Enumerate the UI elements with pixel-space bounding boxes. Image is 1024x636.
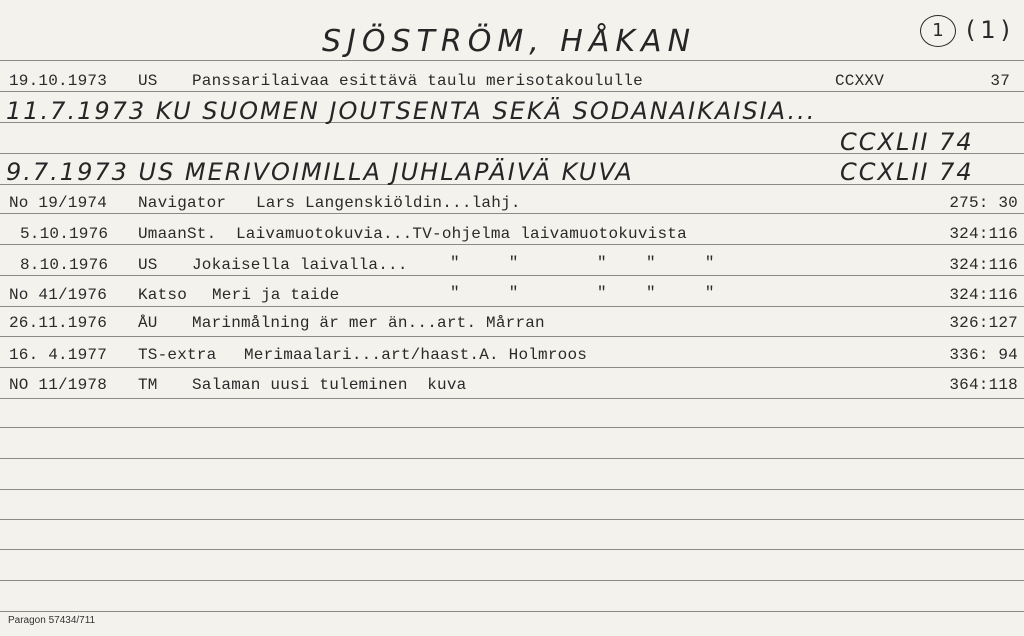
entry-title: Laivamuotokuvia...TV-ohjelma laivamuotokuvista bbox=[236, 225, 687, 243]
entry-page: 37 bbox=[990, 72, 1010, 90]
entry-source: Katso bbox=[138, 286, 188, 304]
card-print-mark: Paragon 57434/711 bbox=[8, 615, 96, 626]
entry-handwritten: 9.7.1973 US MERIVOIMILLA JUHLAPÄIVÄ KUVA bbox=[6, 158, 634, 186]
entry-title: Meri ja taide bbox=[212, 286, 340, 304]
entry-ref-handwritten: CCXLII 74 bbox=[840, 158, 974, 186]
entry-handwritten: 11.7.1973 KU SUOMEN JOUTSENTA SEKÄ SODANAIKAISIA... bbox=[6, 97, 817, 125]
entry-title: Marinmålning är mer än...art. Mårran bbox=[192, 314, 545, 332]
entry-page: 324:116 bbox=[949, 225, 1018, 243]
entry-ref-handwritten: CCXLII 74 bbox=[840, 128, 974, 156]
entry-title: Panssarilaivaa esittävä taulu merisotakoululle bbox=[192, 72, 643, 90]
entry-date: 16. 4.1977 bbox=[9, 346, 108, 364]
rule bbox=[0, 549, 1024, 550]
entry-source: UmaanSt. bbox=[138, 225, 217, 243]
entry-page: 336: 94 bbox=[949, 346, 1018, 364]
rule bbox=[0, 458, 1024, 459]
rule bbox=[0, 519, 1024, 520]
rule bbox=[0, 91, 1024, 92]
rule bbox=[0, 489, 1024, 490]
entry-ref: CCXXV bbox=[835, 72, 885, 90]
rule bbox=[0, 398, 1024, 399]
entry-source: TM bbox=[138, 376, 158, 394]
entry-date: No 41/1976 bbox=[9, 286, 108, 304]
rule bbox=[0, 611, 1024, 612]
entry-date: 19.10.1973 bbox=[9, 72, 108, 90]
entry-date: No 19/1974 bbox=[9, 194, 108, 212]
card-number-parenthesized: (1) bbox=[966, 16, 1015, 44]
entry-source: US bbox=[138, 72, 158, 90]
rule bbox=[0, 336, 1024, 337]
entry-page: 324:116 bbox=[949, 256, 1018, 274]
rule bbox=[0, 367, 1024, 368]
entry-date: NO 11/1978 bbox=[9, 376, 108, 394]
entry-ditto-marks: " " " " " bbox=[450, 284, 715, 302]
card-number-circled: 1 bbox=[920, 15, 956, 47]
rule bbox=[0, 580, 1024, 581]
card-name-handwritten: SJÖSTRÖM, HÅKAN bbox=[322, 24, 697, 59]
entry-source: US bbox=[138, 256, 158, 274]
entry-source: ÅU bbox=[138, 314, 158, 332]
entry-title: Jokaisella laivalla... bbox=[192, 256, 408, 274]
entry-page: 326:127 bbox=[949, 314, 1018, 332]
entry-page: 324:116 bbox=[949, 286, 1018, 304]
rule bbox=[0, 213, 1024, 214]
entry-title: Merimaalari...art/haast.A. Holmroos bbox=[244, 346, 588, 364]
entry-page: 275: 30 bbox=[949, 194, 1018, 212]
rule bbox=[0, 244, 1024, 245]
rule bbox=[0, 427, 1024, 428]
rule bbox=[0, 60, 1024, 61]
entry-date: 8.10.1976 bbox=[20, 256, 109, 274]
entry-title: Lars Langenskiöldin...lahj. bbox=[256, 194, 521, 212]
entry-source: TS-extra bbox=[138, 346, 217, 364]
rule bbox=[0, 275, 1024, 276]
entry-date: 26.11.1976 bbox=[9, 314, 108, 332]
entry-ditto-marks: " " " " " bbox=[450, 254, 715, 272]
entry-page: 364:118 bbox=[949, 376, 1018, 394]
entry-source: Navigator bbox=[138, 194, 227, 212]
entry-date: 5.10.1976 bbox=[20, 225, 109, 243]
rule bbox=[0, 306, 1024, 307]
entry-title: Salaman uusi tuleminen kuva bbox=[192, 376, 467, 394]
